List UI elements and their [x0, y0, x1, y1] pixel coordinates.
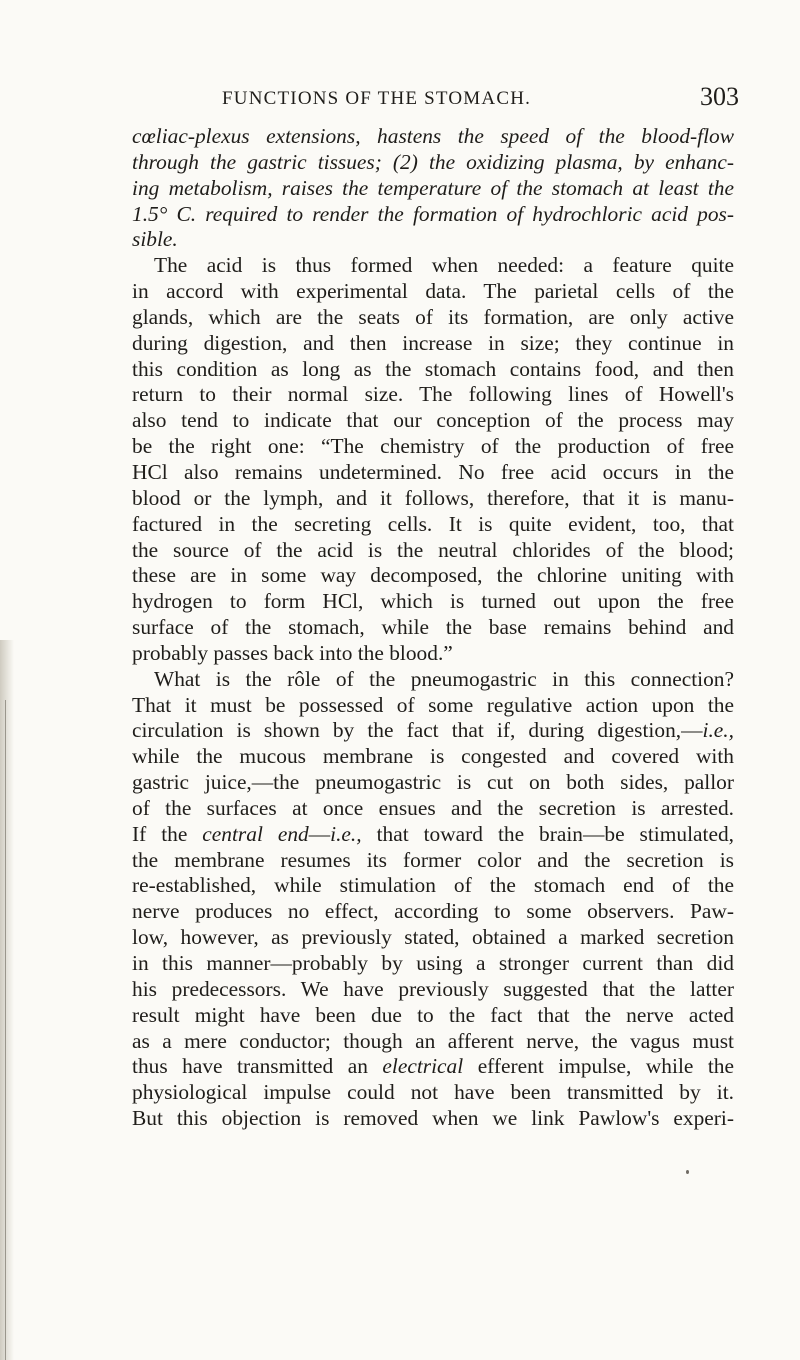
text-run: efferent impulse, while the [463, 1054, 734, 1079]
text-line: these are in some way decomposed, the chlorine uniting with [132, 563, 734, 588]
page-edge-line [5, 700, 6, 1360]
text-run: that toward the brain—be stimulated, [361, 821, 734, 846]
text-line: hydrogen to form HCl, which is turned out upon the free [132, 589, 734, 614]
italic-run: i.e., [702, 718, 734, 743]
text-line: physiological impulse could not have been transmitted by it. [132, 1080, 734, 1105]
text-line: factured in the secreting cells. It is quite evident, too, that [132, 511, 734, 536]
text-line: result might have been due to the fact that the nerve acted [132, 1002, 734, 1027]
text-line: cœliac-plexus extensions, hastens the speed of the blood-flow [132, 124, 734, 148]
text-run: circulation is shown by the fact that if, during digestion,— [132, 718, 703, 743]
stray-ink-mark [686, 1170, 689, 1174]
text-run: If the [132, 821, 203, 846]
text-line: in accord with experimental data. The parietal cells of the [132, 279, 734, 304]
text-line: the source of the acid is the neutral chlorides of the blood; [132, 537, 734, 562]
running-title: FUNCTIONS OF THE STOMACH. [222, 88, 532, 109]
running-head [0, 82, 800, 112]
text-line: during digestion, and then increase in size; they continue in [132, 330, 734, 355]
paragraph-start-line: The acid is thus formed when needed: a feature quite [154, 253, 734, 278]
text-line: surface of the stomach, while the base remains behind and [132, 615, 734, 640]
text-line: sible. [132, 227, 178, 252]
text-line: 1.5° C. required to render the formation of hydrochloric acid pos- [132, 201, 734, 226]
text-line: of the surfaces at once ensues and the secretion is arrested. [132, 795, 734, 820]
text-line: return to their normal size. The following lines of Howell's [132, 382, 734, 407]
text-line: probably passes back into the blood.” [132, 640, 453, 665]
text-line: through the gastric tissues; (2) the oxidizing plasma, by enhanc- [132, 149, 734, 174]
italic-run: i.e., [330, 821, 362, 846]
text-line: the membrane resumes its former color and the secretion is [132, 847, 734, 872]
text-line: as a mere conductor; though an afferent nerve, the vagus must [132, 1028, 734, 1053]
text-line: his predecessors. We have previously suggested that the latter [132, 976, 734, 1001]
italic-run: electrical [382, 1054, 464, 1079]
text-line: HCl also remains undetermined. No free acid occurs in the [132, 459, 734, 484]
body-text [132, 124, 734, 1132]
paragraph-start-line: What is the rôle of the pneumogastric in this connection? [154, 666, 734, 691]
text-line: also tend to indicate that our conception of the process may [132, 408, 734, 433]
text-line: in this manner—probably by using a stronger current than did [132, 951, 734, 975]
text-line: That it must be possessed of some regulative action upon the [132, 692, 734, 717]
page-number: 303 [700, 82, 739, 111]
text-run: — [308, 821, 331, 846]
text-line [132, 1054, 734, 1080]
text-line: But this objection is removed when we link Pawlow's experi- [132, 1106, 734, 1131]
text-line: be the right one: “The chemistry of the production of free [132, 434, 734, 459]
text-line: re-established, while stimulation of the stomach end of the [132, 873, 734, 898]
text-line: this condition as long as the stomach contains food, and then [132, 356, 734, 381]
text-line: low, however, as previously stated, obtained a marked secretion [132, 925, 734, 950]
italic-run: central end [202, 821, 309, 846]
text-line: glands, which are the seats of its formation, are only active [132, 304, 734, 329]
text-line: nerve produces no effect, according to some observers. Paw- [132, 899, 734, 924]
text-line [132, 822, 734, 848]
text-line: blood or the lymph, and it follows, therefore, that it is manu- [132, 485, 734, 510]
text-line: ing metabolism, raises the temperature of the stomach at least the [132, 175, 734, 200]
page-edge-shadow [0, 640, 14, 1360]
text-line: while the mucous membrane is congested and covered with [132, 744, 734, 769]
text-line: gastric juice,—the pneumogastric is cut on both sides, pallor [132, 770, 734, 795]
text-line [132, 718, 734, 744]
text-run: thus have transmitted an [132, 1054, 383, 1079]
